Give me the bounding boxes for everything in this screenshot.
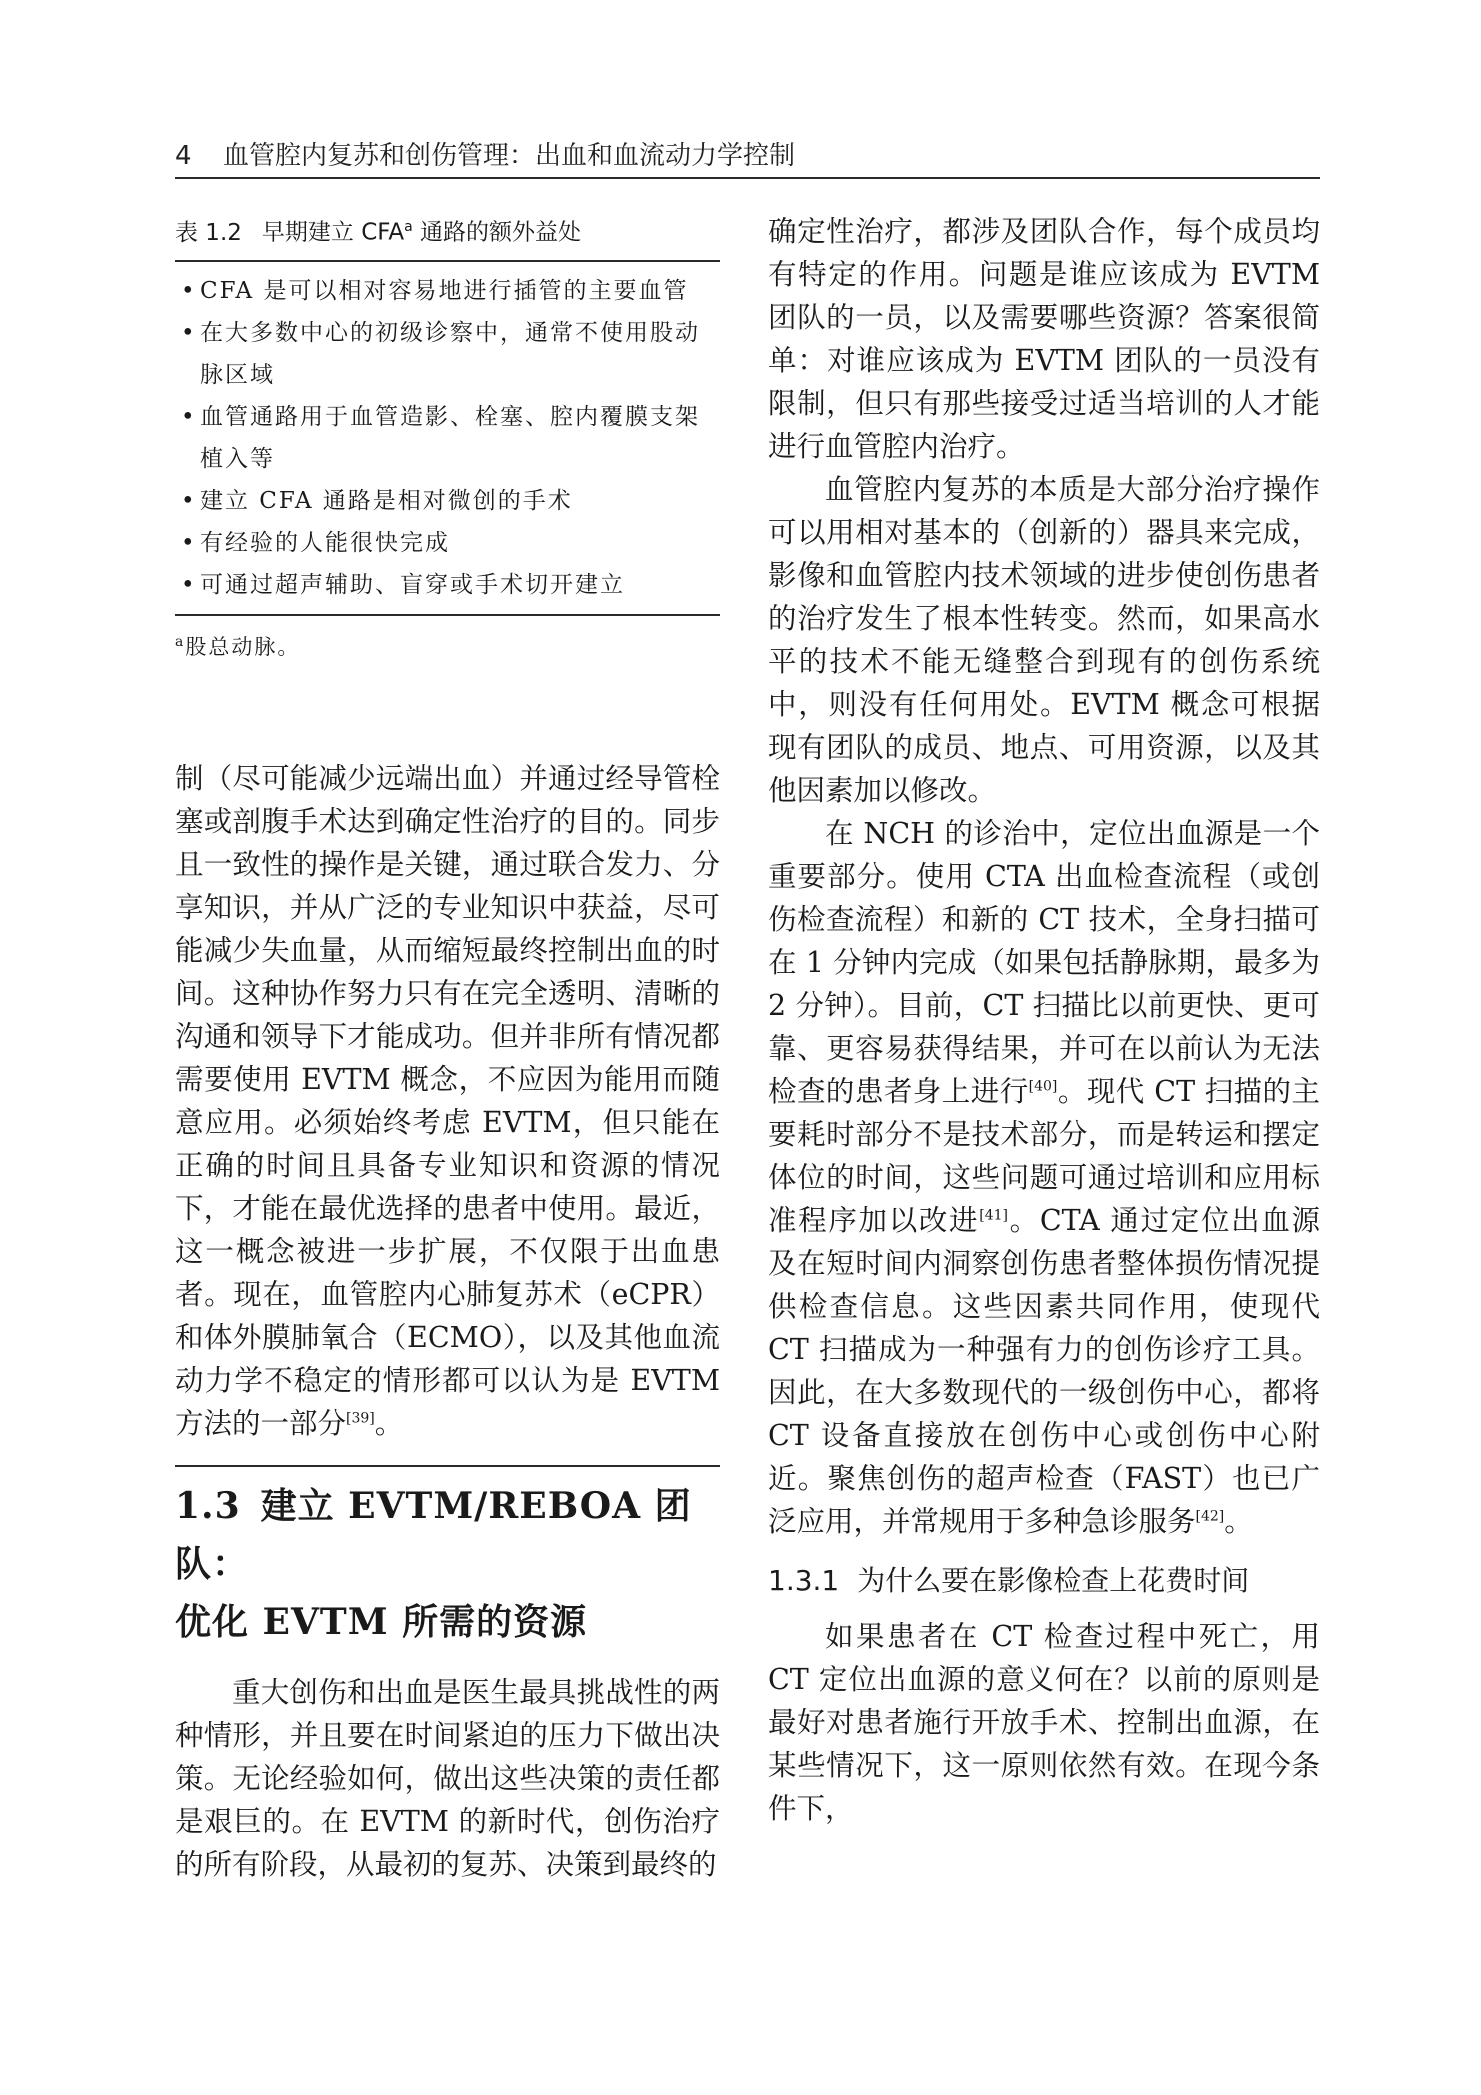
table-title-sup: a [404,219,413,235]
body-paragraph: 确定性治疗，都涉及团队合作，每个成员均有特定的作用。问题是谁应该成为 EVTM 团队的一员，以及需要哪些资源？答案很简单：对谁应该成为 EVTM 团队的一员没有限制，但只有那些接受过适当培训的人才能进行血管腔内治疗。 [768,215,1320,463]
body-paragraph: 制（尽可能减少远端出血）并通过经导管栓塞或剖腹手术达到确定性治疗的目的。同步且一致性的操作是关键，通过联合发力、分享知识，并从广泛的专业知识中获益，尽可能减少失血量，从而缩短最终控制出血的时间。这种协作努力只有在完全透明、清晰的沟通和领导下才能成功。但并非所有情况都需要使用 EVTM 概念，不应因为能用而随意应用。必须始终考虑 EVTM，但只能在正确的时间且具备专业知识和资源的情况下，才能在最优选择的患者中使用。最近，这一概念被进一步扩展，不仅限于出血患者。现在，血管腔内心肺复苏术（eCPR）和体外膜肺氧合（ECMO），以及其他血流动力学不稳定的情形都可以认为是 EVTM 方法的一部分[39]。 [175,761,720,1440]
list-item: • 建立 CFA 通路是相对微创的手术 [175,480,720,522]
table-title-post: 通路的额外益处 [412,219,582,246]
list-item: • CFA 是可以相对容易地进行插管的主要血管 [175,270,720,312]
list-item: • 有经验的人能很快完成 [175,522,720,564]
citation: [39] [346,1410,375,1427]
citation: [42] [1195,1508,1225,1525]
section-divider [175,1465,720,1467]
bullet-icon: • [181,571,197,598]
citation: [41] [979,1207,1008,1224]
table-list [175,262,720,616]
bullet-icon: • [181,403,197,430]
bullet-icon: • [181,319,197,346]
bullet-icon: • [181,529,197,556]
citation: [40] [1028,1078,1058,1095]
table-label: 表 1.2 [175,219,242,246]
section-heading: 1.3 建立 EVTM/REBOA 团队： 优化 EVTM 所需的资源 [175,1484,692,1643]
list-item: • 在大多数中心的初级诊察中，通常不使用股动脉区域 [175,312,720,396]
table-footnote: $^a$股总动脉。 [175,633,301,659]
subsection-heading: 1.3.1 为什么要在影像检查上花费时间 [768,1564,1250,1597]
bullet-icon: • [181,277,197,304]
spacer [175,665,720,757]
right-column [768,210,1320,1830]
body-paragraph: 血管腔内复苏的本质是大部分治疗操作可以用相对基本的（创新的）器具来完成，影像和血管腔内技术领域的进步使创伤患者的治疗发生了根本性转变。然而，如果高水平的技术不能无缝整合到现有的创伤系统中，则没有任何用处。EVTM 概念可根据现有团队的成员、地点、可用资源，以及其他因素加以修改。 [768,473,1320,807]
left-column [175,210,720,1886]
table-title [175,210,720,262]
body-paragraph: 重大创伤和出血是医生最具挑战性的两种情形，并且要在时间紧迫的压力下做出决策。无论经验如何，做出这些决策的责任都是艰巨的。在 EVTM 的新时代，创伤治疗的所有阶段，从最初的复苏、决策到最终的 [175,1675,720,1881]
book-title: 血管腔内复苏和创伤管理：出血和血流动力学控制 [223,141,796,171]
table-title-pre: 早期建立 CFA [261,219,405,246]
list-item: • 血管通路用于血管造影、栓塞、腔内覆膜支架植入等 [175,396,720,480]
running-header [175,137,1320,179]
list-item: • 可通过超声辅助、盲穿或手术切开建立 [175,564,720,606]
body-paragraph: 如果患者在 CT 检查过程中死亡，用 CT 定位出血源的意义何在？以前的原则是最好对患者施行开放手术、控制出血源，在某些情况下，这一原则依然有效。在现今条件下， [768,1620,1320,1825]
bullet-icon: • [181,487,197,514]
body-paragraph: 在 NCH 的诊治中，定位出血源是一个重要部分。使用 CTA 出血检查流程（或创伤检查流程）和新的 CT 技术，全身扫描可在 1 分钟内完成（如果包括静脉期，最多为 2 分钟）。目前，CT 扫描比以前更快、更可靠、更容易获得结果，并可在以前认为无法检查的患者身上进行[40]。现代 CT 扫描的主要耗时部分不是技术部分，而是转运和摆定体位的时间，这些问题可通过培训和应用标准程序加以改进[41]。CTA 通过定位出血源及在短时间内洞察创伤患者整体损伤情况提供检查信息。这些因素共同作用，使现代 CT 扫描成为一种强有力的创伤诊疗工具。因此，在大多数现代的一级创伤中心，都将 CT 设备直接放在创伤中心或创伤中心附近。聚焦创伤的超声检查（FAST）也已广泛应用，并常规用于多种急诊服务[42]。 [768,817,1320,1538]
page-number: 4 [175,141,192,171]
